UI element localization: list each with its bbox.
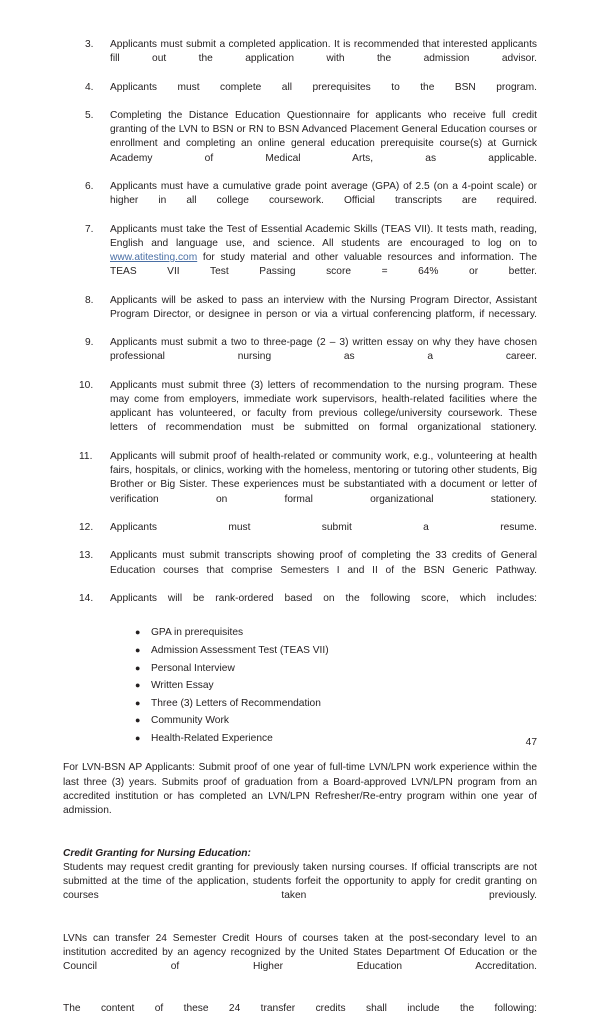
spacer bbox=[63, 988, 537, 1002]
bullet-item-label: Three (3) Letters of Recommendation bbox=[151, 697, 321, 709]
list-item-text: Applicants will submit proof of health-related or community work, e.g., volunteering at health fairs, hospitals, or clinics, working with the homeless, mentoring or tutoring other students, Big Brother or Big Sister. These experiences must be substantiated with a document or letter of verification on formal organizational stationery. bbox=[110, 450, 537, 505]
list-item-with-link bbox=[63, 223, 537, 294]
list-item-text: Applicants must have a cumulative grade point average (GPA) of 2.5 (on a 4-point scale) or higher in all college coursework. Official transcripts are required. bbox=[110, 181, 537, 207]
list-item bbox=[63, 660, 537, 678]
list-item-text: Applicants will be rank-ordered based on the following score, which includes: bbox=[110, 592, 537, 604]
list-item-text: Applicants will be asked to pass an interview with the Nursing Program Director, Assistant Program Director, or designee in person or via a virtual conferencing platform, if necessary. bbox=[110, 294, 537, 320]
spacer bbox=[63, 747, 537, 761]
list-item bbox=[63, 336, 537, 379]
list-item bbox=[63, 642, 537, 660]
list-item-number: 13. bbox=[79, 550, 94, 562]
list-item-text: Applicants must submit a resume. bbox=[110, 521, 537, 533]
bullet-icon: ● bbox=[135, 697, 141, 708]
list-item-number: 12. bbox=[79, 521, 94, 533]
list-item bbox=[63, 180, 537, 223]
list-item bbox=[63, 677, 537, 695]
list-item bbox=[63, 294, 537, 337]
spacer bbox=[63, 918, 537, 932]
list-item bbox=[63, 592, 537, 620]
page-number: 47 bbox=[525, 737, 537, 748]
ranking-criteria-list bbox=[63, 624, 537, 747]
list-item bbox=[63, 695, 537, 713]
list-item-number: 8. bbox=[85, 294, 94, 306]
text-before-link: Applicants must take the Test of Essential Academic Skills (TEAS VII). It tests math, reading, English and language use, and science. All students are encouraged to log on to bbox=[110, 223, 537, 249]
bullet-icon: ● bbox=[135, 732, 141, 743]
list-item-number: 6. bbox=[85, 181, 94, 193]
list-item-text: Applicants must submit a two to three-page (2 – 3) written essay on why they have chosen professional nursing as a career. bbox=[110, 337, 537, 363]
spacer bbox=[63, 833, 537, 847]
transfer-credits-intro-paragraph: The content of these 24 transfer credits shall include the following: bbox=[63, 1003, 537, 1015]
list-item-number: 5. bbox=[85, 110, 94, 122]
bullet-item-label: Community Work bbox=[151, 715, 229, 727]
credit-granting-paragraph: Students may request credit granting for previously taken nursing courses. If official transcripts are not submitted at the time of the application, students forfeit the opportunity to apply for credit granting on courses taken previously. bbox=[63, 861, 537, 902]
list-item-number: 4. bbox=[85, 81, 94, 93]
lvn-transfer-paragraph: LVNs can transfer 24 Semester Credit Hours of courses taken at the post-secondary level to an institution accredited by an agency recognized by the United States Department Of Education or the Council of Higher Education Accreditation. bbox=[63, 932, 537, 972]
list-item-number: 7. bbox=[85, 223, 94, 235]
page-content bbox=[63, 38, 537, 1031]
list-item-number: 11. bbox=[79, 450, 93, 462]
bullet-item-label: Admission Assessment Test (TEAS VII) bbox=[151, 644, 329, 656]
list-item-text: Applicants must submit three (3) letters of recommendation to the nursing program. These may come from employers, immediate work supervisors, health-related facilities where the applicant has volunteered, or faculty from previous college/university coursework. These letters of recommendation must be submitted on formal organizational stationery. bbox=[110, 379, 537, 434]
list-item bbox=[63, 624, 537, 642]
bullet-item-label: Written Essay bbox=[151, 680, 214, 692]
bullet-item-label: Health-Related Experience bbox=[151, 732, 273, 744]
list-item-text: Applicants must complete all prerequisites to the BSN program. bbox=[110, 81, 537, 93]
list-item-number: 10. bbox=[79, 379, 94, 391]
bullet-icon: ● bbox=[135, 644, 141, 655]
credit-granting-heading: Credit Granting for Nursing Education: bbox=[63, 847, 251, 859]
bullet-icon: ● bbox=[135, 662, 141, 673]
bullet-item-label: GPA in prerequisites bbox=[151, 627, 244, 639]
list-item bbox=[63, 450, 537, 521]
text-after-link: for study material and other valuable resources and information. The TEAS VII Test Passing score = 64% or better. bbox=[110, 252, 537, 278]
bullet-icon: ● bbox=[135, 627, 141, 638]
list-item bbox=[63, 712, 537, 730]
list-item bbox=[63, 379, 537, 450]
list-item-number: 9. bbox=[85, 337, 94, 349]
list-item bbox=[63, 109, 537, 180]
list-item-text: Applicants must submit a completed application. It is recommended that interested applicants fill out the application with the admission advisor. bbox=[110, 39, 537, 65]
list-item bbox=[63, 81, 537, 109]
list-item-text: Applicants must submit transcripts showing proof of completing the 33 credits of General Education courses that comprise Semesters I and II of the BSN Generic Pathway. bbox=[110, 550, 537, 576]
list-item bbox=[63, 549, 537, 592]
list-item bbox=[63, 521, 537, 549]
admission-requirements-list bbox=[63, 38, 537, 620]
list-item-number: 3. bbox=[85, 39, 94, 50]
list-item-text: Completing the Distance Education Questionnaire for applicants who receive full credit granting of the LVN to BSN or RN to BSN Advanced Placement General Education courses or enrollment and completing an online general education prerequisite course(s) at Gurnick Academy of Medical Arts, as applicable. bbox=[110, 110, 537, 164]
bullet-icon: ● bbox=[135, 715, 141, 726]
list-item-text bbox=[110, 223, 537, 294]
list-item-number: 14. bbox=[79, 592, 94, 604]
bullet-icon: ● bbox=[135, 680, 141, 691]
bullet-item-label: Personal Interview bbox=[151, 662, 235, 674]
atitesting-link[interactable]: www.atitesting.com bbox=[110, 252, 198, 264]
lvn-bsn-ap-paragraph: For LVN-BSN AP Applicants: Submit proof of one year of full-time LVN/LPN work experience within the last three (3) years. Submits proof of graduation from a Board-approved LVN/LPN program from an accredited institution or has completed an LVN/LPN Refresher/Re-entry program within one year of admission. bbox=[63, 762, 537, 817]
list-item bbox=[63, 730, 537, 748]
list-item bbox=[63, 38, 537, 81]
